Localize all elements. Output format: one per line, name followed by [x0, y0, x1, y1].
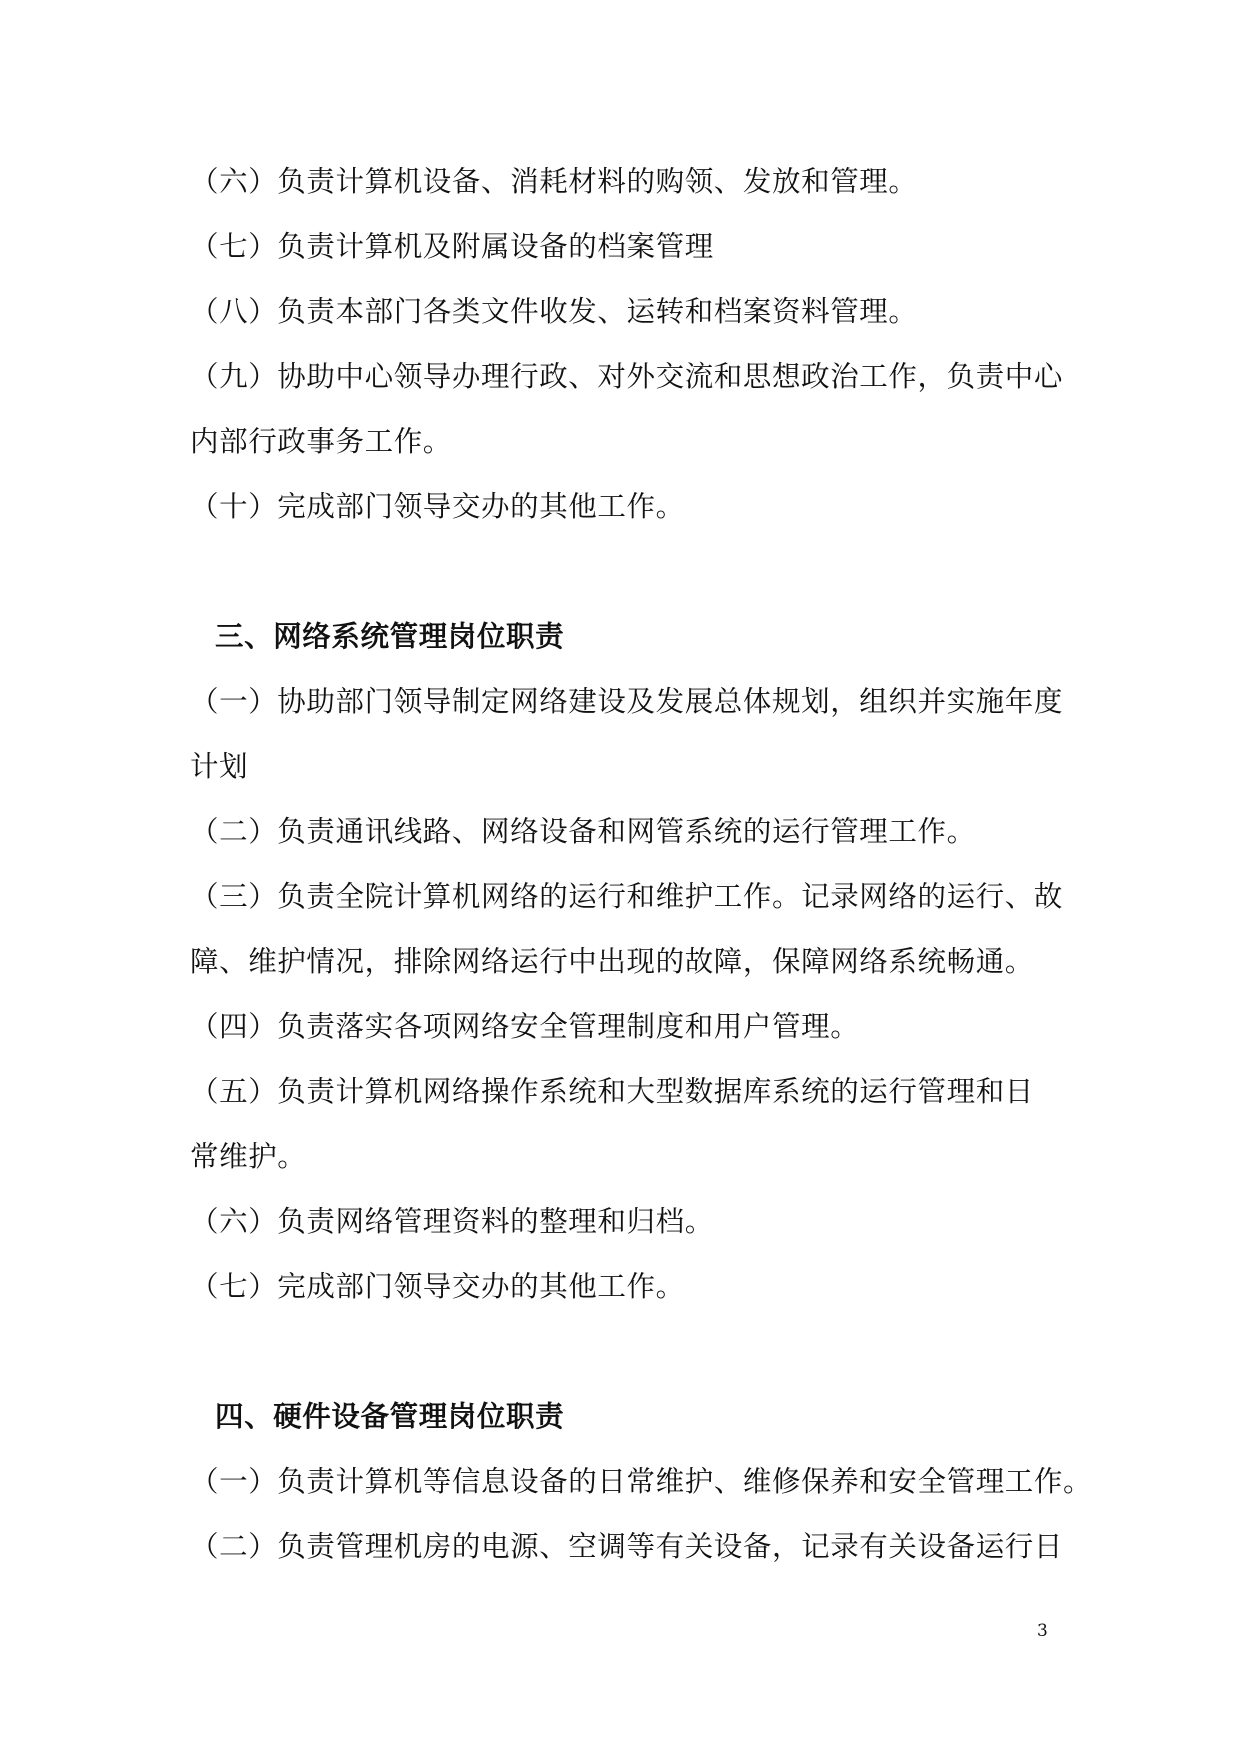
duty-item: （一）负责计算机等信息设备的日常维护、维修保养和安全管理工作。 [190, 1465, 1093, 1498]
section-heading: 四、硬件设备管理岗位职责 [215, 1400, 565, 1433]
duty-item: （六）负责网络管理资料的整理和归档。 [190, 1205, 714, 1238]
duty-item: （一）协助部门领导制定网络建设及发展总体规划，组织并实施年度 [190, 685, 1064, 718]
duty-item: （九）协助中心领导办理行政、对外交流和思想政治工作，负责中心 [190, 360, 1064, 393]
duty-item-continuation: 常维护。 [190, 1140, 307, 1173]
duty-item: （八）负责本部门各类文件收发、运转和档案资料管理。 [190, 295, 918, 328]
duty-item: （三）负责全院计算机网络的运行和维护工作。记录网络的运行、故 [190, 880, 1064, 913]
duty-item: （十）完成部门领导交办的其他工作。 [190, 490, 685, 523]
duty-item-continuation: 内部行政事务工作。 [190, 425, 452, 458]
duty-item: （六）负责计算机设备、消耗材料的购领、发放和管理。 [190, 165, 918, 198]
duty-item: （二）负责通讯线路、网络设备和网管系统的运行管理工作。 [190, 815, 976, 848]
duty-item: （七）负责计算机及附属设备的档案管理 [190, 230, 714, 263]
duty-item: （四）负责落实各项网络安全管理制度和用户管理。 [190, 1010, 860, 1043]
duty-item-continuation: 障、维护情况，排除网络运行中出现的故障，保障网络系统畅通。 [190, 945, 1034, 978]
page-number: 3 [1037, 1621, 1048, 1641]
duty-item: （七）完成部门领导交办的其他工作。 [190, 1270, 685, 1303]
duty-item: （五）负责计算机网络操作系统和大型数据库系统的运行管理和日 [190, 1075, 1034, 1108]
duty-item: （二）负责管理机房的电源、空调等有关设备，记录有关设备运行日 [190, 1530, 1064, 1563]
duty-item-continuation: 计划 [190, 750, 249, 783]
section-heading: 三、网络系统管理岗位职责 [215, 620, 565, 653]
